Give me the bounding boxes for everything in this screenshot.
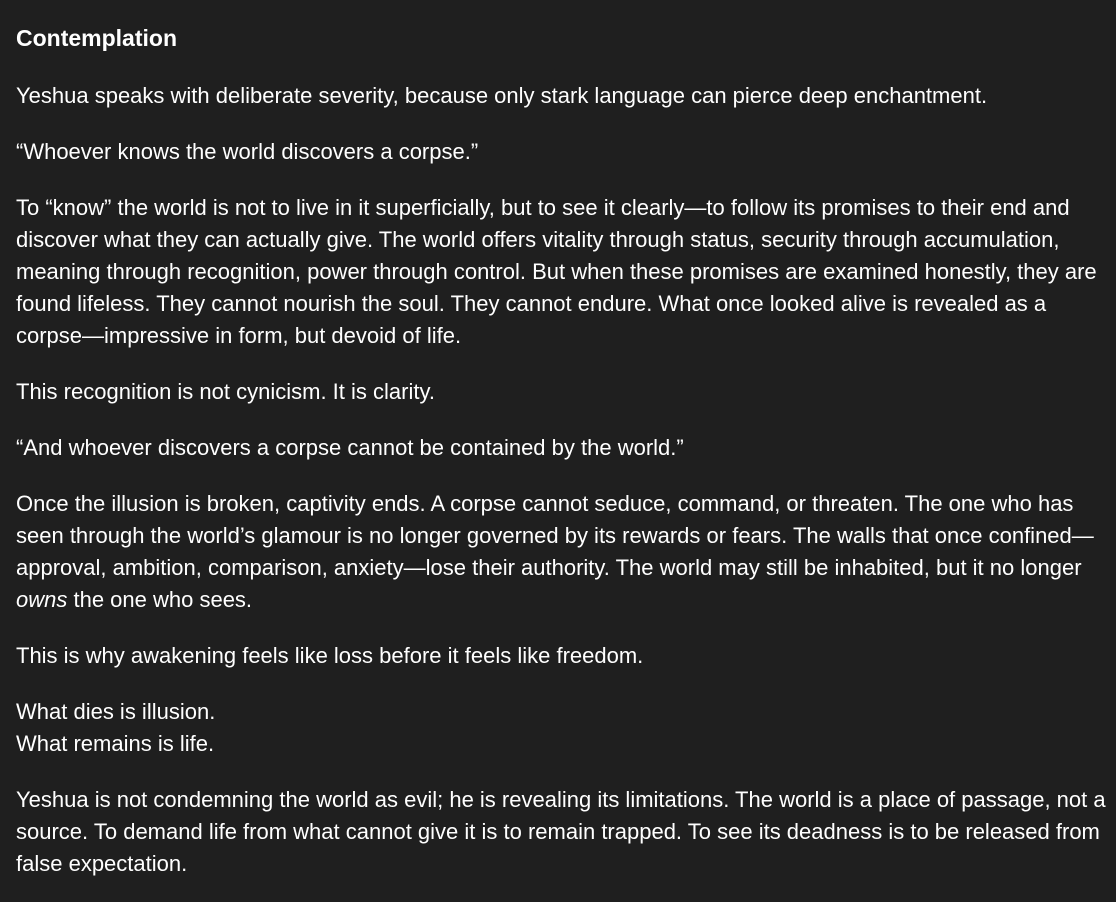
emphasis-owns: owns [16, 587, 68, 612]
paragraph-illusion-life [16, 696, 1116, 760]
paragraph-intro: Yeshua speaks with deliberate severity, because only stark language can pierce deep enchantment. [16, 83, 988, 108]
paragraph-clarity: This recognition is not cynicism. It is clarity. [16, 379, 435, 404]
quote-second-saying: “And whoever discovers a corpse cannot be contained by the world.” [16, 435, 684, 460]
line-what-remains: What remains is life. [16, 731, 215, 756]
paragraph-awakening: This is why awakening feels like loss before it feels like freedom. [16, 643, 644, 668]
paragraph-limitations: Yeshua is not condemning the world as evil; he is revealing its limitations. The world is a place of passage, not a source. To demand life from what cannot give it is to remain trapped. To see its deadness is to be released from false expectation. [16, 787, 1106, 876]
paragraph-knowing-world: To “know” the world is not to live in it superficially, but to see it clearly—to follow its promises to their end and discover what they can actually give. The world offers vitality through status, security through accumulation, meaning through recognition, power through control. But when these promises are examined honestly, they are found lifeless. They cannot nourish the soul. They cannot endure. What once looked alive is revealed as a corpse—impressive in form, but devoid of life. [16, 195, 1097, 348]
paragraph-captivity-ends-start: Once the illusion is broken, captivity ends. A corpse cannot seduce, command, or threaten. The one who has seen through the world’s glamour is no longer governed by its rewards or fears. The walls that once confined—approval, ambition, comparison, anxiety—lose their authority. The world may still be inhabited, but it no longer [16, 491, 1094, 580]
page-title: Contemplation [16, 25, 177, 51]
paragraph-captivity-ends-end: the one who sees. [67, 587, 253, 612]
paragraph-captivity-ends [16, 488, 1116, 616]
line-what-dies: What dies is illusion. [16, 699, 216, 724]
heading-spacer [16, 53, 1116, 80]
quote-first-saying: “Whoever knows the world discovers a corpse.” [16, 139, 479, 164]
